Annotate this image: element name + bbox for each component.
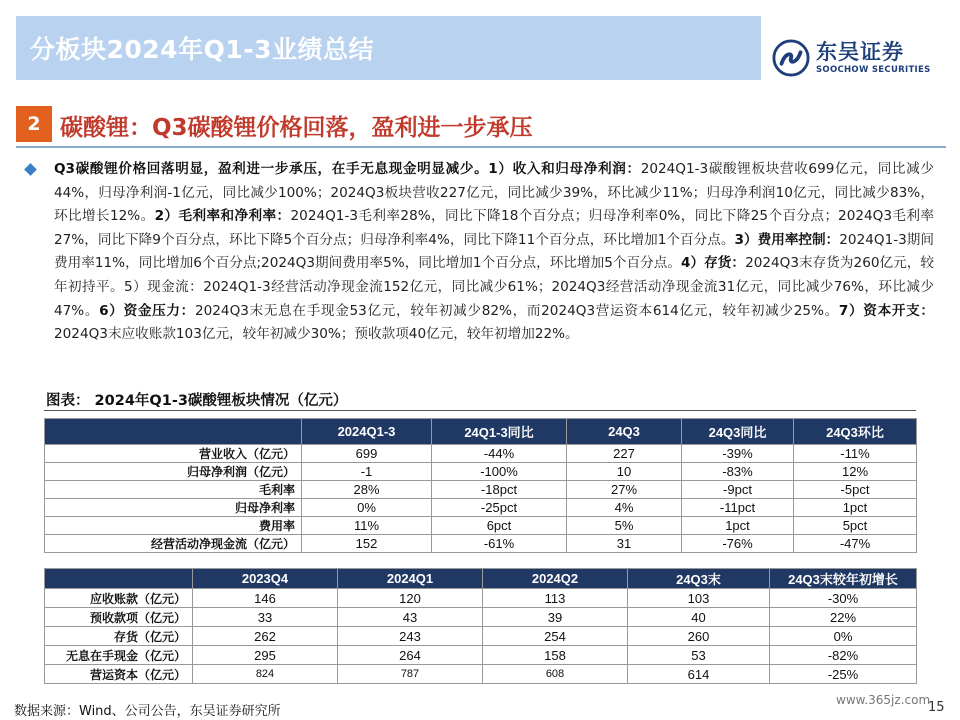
table-cell: 0%	[770, 627, 917, 646]
logo-name-en: SOOCHOW SECURITIES	[816, 64, 931, 75]
soochow-logo-icon	[772, 39, 810, 77]
table-cell: 787	[338, 665, 483, 684]
row-label: 归母净利率	[45, 499, 302, 517]
section-number-badge: 2	[16, 106, 52, 142]
column-header	[45, 419, 302, 445]
table-row	[45, 608, 917, 627]
table-cell: -44%	[432, 445, 567, 463]
row-label: 无息在手现金（亿元）	[45, 646, 193, 665]
table-cell: -25%	[770, 665, 917, 684]
company-logo	[772, 38, 947, 78]
table-cell: 264	[338, 646, 483, 665]
row-label: 营运资本（亿元）	[45, 665, 193, 684]
column-header: 2024Q2	[483, 569, 628, 589]
table-cell: 11%	[302, 517, 432, 535]
table-cell: 243	[338, 627, 483, 646]
column-header: 2023Q4	[193, 569, 338, 589]
table-row	[45, 499, 917, 517]
table-cell: -100%	[432, 463, 567, 481]
data-source-note: 数据来源：Wind、公司公告，东吴证券研究所	[14, 704, 281, 719]
table-cell: 31	[567, 535, 682, 553]
table-cell: 6pct	[432, 517, 567, 535]
table-cell: 699	[302, 445, 432, 463]
table-cell: 27%	[567, 481, 682, 499]
table-cell: 5pct	[794, 517, 917, 535]
table-cell: 53	[628, 646, 770, 665]
table-cell: 262	[193, 627, 338, 646]
column-header	[45, 569, 193, 589]
table-header-row	[45, 569, 917, 589]
table-cell: 295	[193, 646, 338, 665]
table-row	[45, 627, 917, 646]
table-cell: -9pct	[682, 481, 794, 499]
table-cell: -83%	[682, 463, 794, 481]
table-row	[45, 646, 917, 665]
row-label: 毛利率	[45, 481, 302, 499]
column-header: 2024Q1	[338, 569, 483, 589]
row-label: 预收款项（亿元）	[45, 608, 193, 627]
table-cell: 22%	[770, 608, 917, 627]
table-row	[45, 535, 917, 553]
performance-table	[44, 418, 917, 553]
table-cell: -76%	[682, 535, 794, 553]
summary-body-text: 2024Q3末无息在手现金53亿元，较年初减少82%，而2024Q3营运资本614亿元，较年初减少25%。	[194, 302, 839, 319]
table-cell: 43	[338, 608, 483, 627]
diamond-bullet-icon	[24, 163, 37, 176]
balance-table	[44, 568, 917, 684]
table-cell: 1pct	[794, 499, 917, 517]
table-cell: 10	[567, 463, 682, 481]
table-cell: 113	[483, 589, 628, 608]
table-cell: 824	[193, 665, 338, 684]
row-label: 费用率	[45, 517, 302, 535]
table-row	[45, 517, 917, 535]
table-cell: 1pct	[682, 517, 794, 535]
table-cell: -82%	[770, 646, 917, 665]
table-cell: 614	[628, 665, 770, 684]
table-cell: 152	[302, 535, 432, 553]
table-cell: -25pct	[432, 499, 567, 517]
summary-heading-text: 6）资金压力：	[99, 302, 195, 319]
row-label: 归母净利润（亿元）	[45, 463, 302, 481]
table-cell: 12%	[794, 463, 917, 481]
section-title: 碳酸锂：Q3碳酸锂价格回落，盈利进一步承压	[60, 115, 533, 141]
table-cell: 5%	[567, 517, 682, 535]
section-header	[16, 106, 946, 146]
table-cell: 0%	[302, 499, 432, 517]
summary-heading-text: 2）毛利率和净利率：	[154, 208, 291, 225]
table-row	[45, 589, 917, 608]
table-cell: -11pct	[682, 499, 794, 517]
summary-heading-text: 7）资本开支：	[838, 302, 934, 319]
row-label: 应收账款（亿元）	[45, 589, 193, 608]
table-cell: 39	[483, 608, 628, 627]
column-header: 24Q3末较年初增长	[770, 569, 917, 589]
row-label: 存货（亿元）	[45, 627, 193, 646]
table-row	[45, 665, 917, 684]
table-row	[45, 463, 917, 481]
table-cell: -47%	[794, 535, 917, 553]
summary-body-text: 2024Q1-3毛利率28%，同比下降18个百分点；归母净利率0%，同比下降25个百分点；2024Q3毛利率27%，同比下降9个百分点，环比下降5个百分点；归母净利率4%，同比下降11个百分点，环比增加1个百分点。	[54, 208, 934, 248]
table-cell: 120	[338, 589, 483, 608]
summary-body-text: 2024Q3末应收账款103亿元，较年初减少30%；预收款项40亿元，较年初增加22%。	[54, 326, 579, 343]
watermark-text: www.365jz.com	[836, 693, 931, 707]
table-cell: -39%	[682, 445, 794, 463]
summary-paragraph	[54, 158, 934, 347]
column-header: 24Q3	[567, 419, 682, 445]
section-divider	[16, 146, 946, 148]
table-row	[45, 445, 917, 463]
table-cell: 158	[483, 646, 628, 665]
figure-title: 图表： 2024年Q1-3碳酸锂板块情况（亿元）	[46, 393, 348, 409]
table-cell: 260	[628, 627, 770, 646]
column-header: 2024Q1-3	[302, 419, 432, 445]
title-banner	[16, 16, 761, 80]
figure-title-divider	[44, 410, 916, 411]
column-header: 24Q1-3同比	[432, 419, 567, 445]
table-cell: 146	[193, 589, 338, 608]
table-cell: -11%	[794, 445, 917, 463]
column-header: 24Q3末	[628, 569, 770, 589]
summary-body-text: 2024Q3末存货为260亿元，较年初持平。5）现金流：2024Q1-3经营活动净现金流152亿元，同比减少61%；2024Q3经营活动净现金流31亿元，同比减少76%，环比减少47%。	[54, 255, 935, 319]
table-cell: 608	[483, 665, 628, 684]
summary-body-text: 2024Q1-3碳酸锂板块营收699亿元，同比减少44%，归母净利润-1亿元，同比减少100%；2024Q3板块营收227亿元，同比减少39%，环比减少11%；归母净利润10亿元，同比减少83%，环比增长12%。	[54, 161, 934, 225]
summary-heading-text: Q3碳酸锂价格回落明显，盈利进一步承压，在手无息现金明显减少。1）收入和归母净利润：	[54, 161, 641, 177]
table-cell: 103	[628, 589, 770, 608]
table-cell: -30%	[770, 589, 917, 608]
table-cell: 40	[628, 608, 770, 627]
table-cell: 28%	[302, 481, 432, 499]
column-header: 24Q3同比	[682, 419, 794, 445]
table-cell: -5pct	[794, 481, 917, 499]
table-row	[45, 481, 917, 499]
table-cell: 33	[193, 608, 338, 627]
row-label: 营业收入（亿元）	[45, 445, 302, 463]
row-label: 经营活动净现金流（亿元）	[45, 535, 302, 553]
page-title: 分板块2024年Q1-3业绩总结	[30, 35, 374, 64]
table-cell: 254	[483, 627, 628, 646]
summary-heading-text: 4）存货：	[681, 255, 746, 272]
logo-name-cn: 东吴证券	[816, 39, 904, 64]
summary-body-text: 2024Q1-3期间费用率11%，同比增加6个百分点;2024Q3期间费用率5%，同比增加1个百分点，环比增加5个百分点。	[54, 231, 935, 272]
table-cell: -18pct	[432, 481, 567, 499]
column-header: 24Q3环比	[794, 419, 917, 445]
table-header-row	[45, 419, 917, 445]
summary-heading-text: 3）费用率控制：	[734, 231, 840, 248]
table-cell: 227	[567, 445, 682, 463]
page-number: 15	[928, 700, 945, 715]
table-cell: 4%	[567, 499, 682, 517]
table-cell: -61%	[432, 535, 567, 553]
table-cell: -1	[302, 463, 432, 481]
